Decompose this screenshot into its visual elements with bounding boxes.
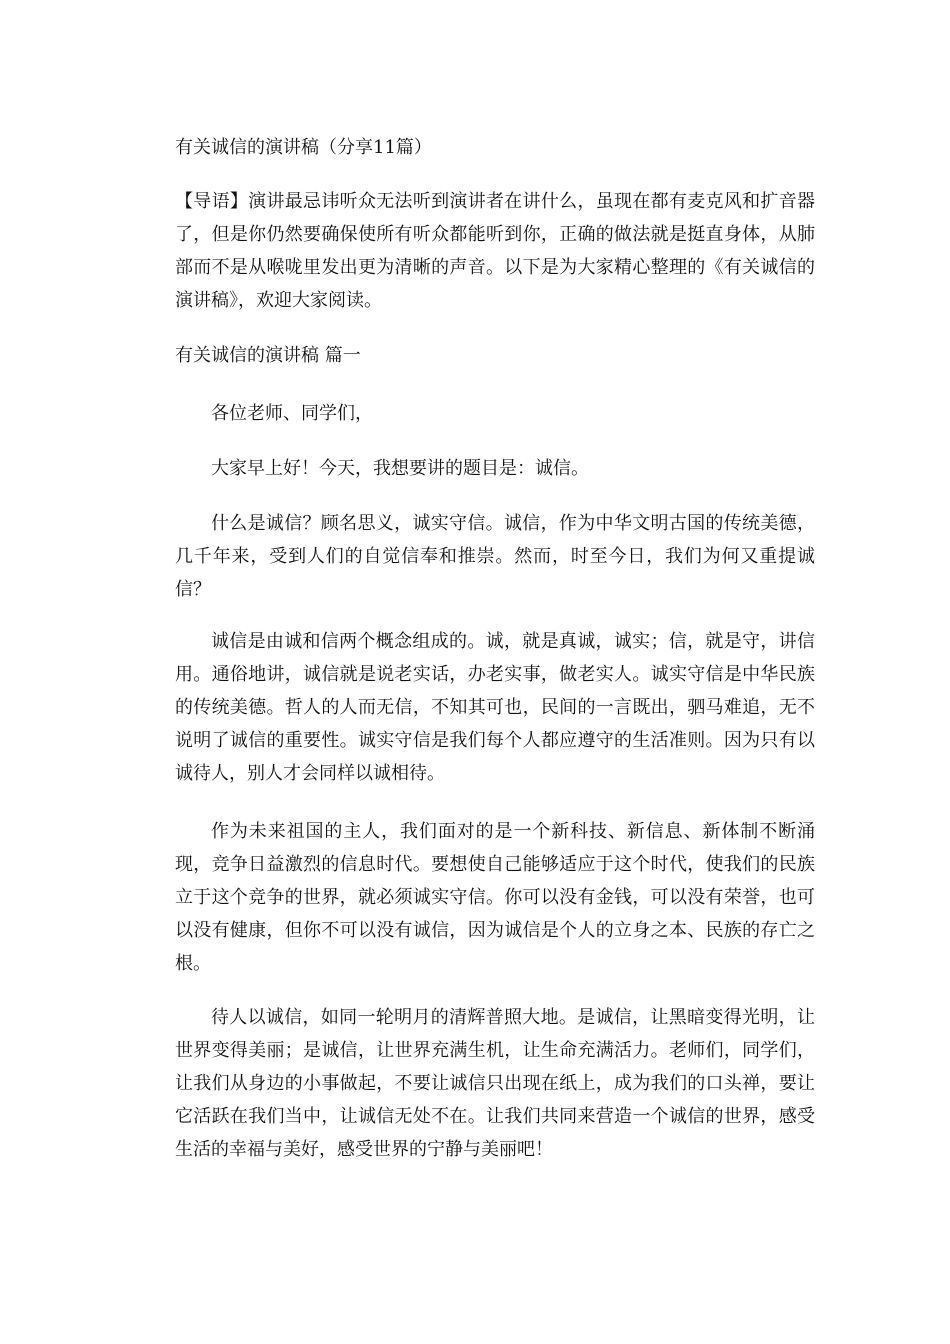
document-title: 有关诚信的演讲稿（分享11篇） [175, 137, 432, 158]
body-paragraph: 诚信是由诚和信两个概念组成的。诚，就是真诚，诚实；信，就是守，讲信用。通俗地讲，诚信就是说老实话，办老实事，做老实人。诚实守信是中华民族的传统美德。哲人的人而无信，不知其可也，民间的一言既出，驷马难追，无不说明了诚信的重要性。诚实守信是我们每个人都应遵守的生活准则。因为只有以诚待人，别人才会同样以诚相待。 [175, 631, 815, 784]
intro-paragraph: 【导语】演讲最忌讳听众无法听到演讲者在讲什么，虽现在都有麦克风和扩音器了，但是你仍然要确保使所有听众都能听到你，正确的做法就是挺直身体，从肺部而不是从喉咙里发出更为清晰的声音。以下是为大家精心整理的《有关诚信的演讲稿》，欢迎大家阅读。 [175, 191, 815, 311]
section-heading: 有关诚信的演讲稿 篇一 [175, 345, 361, 366]
body-paragraph: 什么是诚信？顾名思义，诚实守信。诚信，作为中华文明古国的传统美德，几千年来，受到人们的自觉信奉和推崇。然而，时至今日，我们为何又重提诚信？ [175, 513, 815, 600]
body-paragraph: 待人以诚信，如同一轮明月的清辉普照大地。是诚信，让黑暗变得光明，让世界变得美丽；是诚信，让世界充满生机，让生命充满活力。老师们，同学们，让我们从身边的小事做起，不要让诚信只出现在纸上，成为我们的口头禅，要让它活跃在我们当中，让诚信无处不在。让我们共同来营造一个诚信的世界，感受生活的幸福与美好，感受世界的宁静与美丽吧！ [175, 1007, 815, 1160]
salutation-line: 各位老师、同学们， [211, 403, 373, 424]
greeting-line: 大家早上好！今天，我想要讲的题目是：诚信。 [211, 458, 589, 479]
body-paragraph: 作为未来祖国的主人，我们面对的是一个新科技、新信息、新体制不断涌现，竞争日益激烈的信息时代。要想使自己能够适应于这个时代，使我们的民族立于这个竞争的世界，就必须诚实守信。你可以没有金钱，可以没有荣誉，也可以没有健康，但你不可以没有诚信，因为诚信是个人的立身之本、民族的存亡之根。 [175, 821, 815, 974]
